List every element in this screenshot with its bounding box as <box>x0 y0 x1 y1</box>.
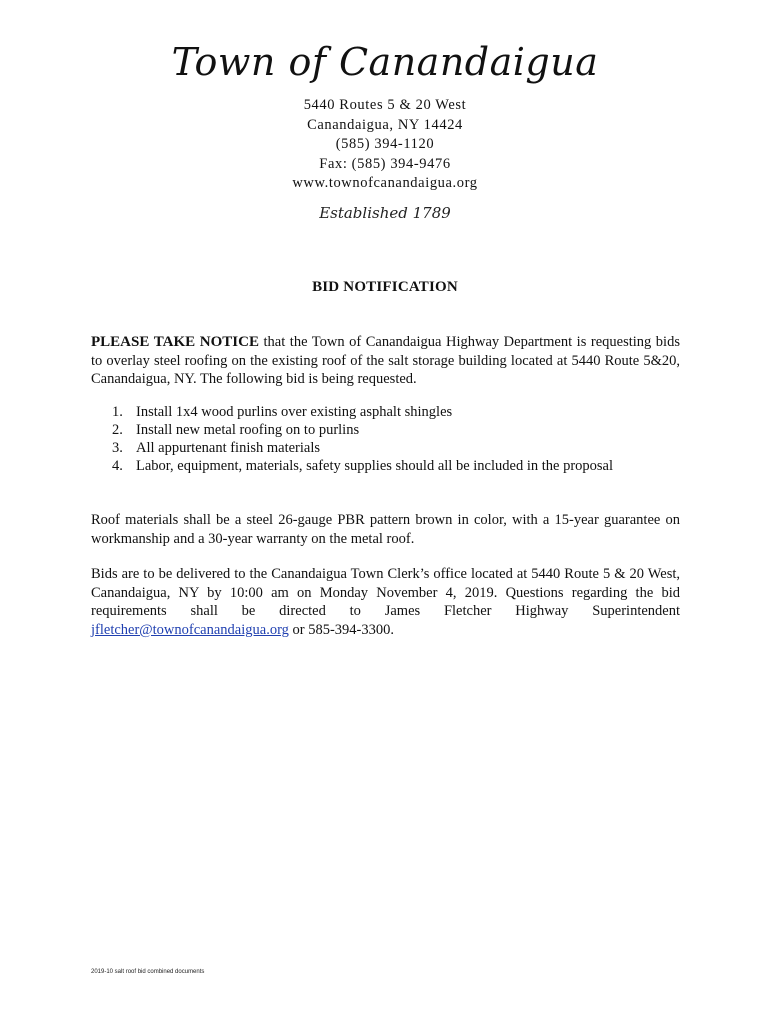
notice-text: that the Town of Canandaigua Highway Department is requesting bids to overlay steel roofing on the existing roof of the salt storage building located at 5440 Route 5&20, Canandaigua, NY. The following bid is being requested. <box>91 334 680 387</box>
list-item <box>112 439 692 457</box>
list-item-number: 4. <box>112 458 123 474</box>
list-item <box>112 421 692 439</box>
list-item-text: Labor, equipment, materials, safety supplies should all be included in the proposal <box>136 458 613 474</box>
address-line-phone: (585) 394-1120 <box>335 136 435 152</box>
address-line-city: Canandaigua, NY 14424 <box>307 116 463 133</box>
document-heading: BID NOTIFICATION <box>312 279 458 295</box>
list-item-text: Install new metal roofing on to purlins <box>136 422 360 438</box>
address-line-website: www.townofcanandaigua.org <box>292 175 478 191</box>
requested-items-list <box>112 403 692 475</box>
address-block <box>0 96 770 194</box>
list-item-number: 3. <box>112 440 123 456</box>
delivery-text: Bids are to be delivered to the Canandaigua Town Clerk’s office located at 5440 Route 5 & 20 West, Canandaigua, NY by 10:00 am on Monday November 4, 2019. Questions regarding the bid requirements shall be directed to James Fletcher Highway Superintendent <box>91 566 680 619</box>
letterhead-title: Town of Canandaigua <box>171 40 599 84</box>
contact-email-link[interactable]: jfletcher@townofcanandaigua.org <box>91 621 289 638</box>
delivery-paragraph <box>91 565 680 639</box>
list-item <box>112 403 692 421</box>
contact-suffix: or 585-394-3300. <box>288 621 395 638</box>
notice-lead: PLEASE TAKE NOTICE <box>91 334 259 350</box>
list-item <box>112 457 692 475</box>
notice-paragraph <box>91 333 680 389</box>
address-line-street: 5440 Routes 5 & 20 West <box>303 97 467 113</box>
list-item-number: 1. <box>112 404 123 420</box>
list-item-text: Install 1x4 wood purlins over existing asphalt shingles <box>136 404 453 420</box>
list-item-text: All appurtenant finish materials <box>136 440 321 456</box>
footer-note: 2019-10 salt roof bid combined documents <box>91 969 205 975</box>
established-line: Established 1789 <box>319 204 451 222</box>
address-line-fax: Fax: (585) 394-9476 <box>319 155 451 172</box>
materials-paragraph: Roof materials shall be a steel 26-gauge PBR pattern brown in color, with a 15-year guarantee on workmanship and a 30-year warranty on the metal roof. <box>91 512 680 547</box>
list-item-number: 2. <box>112 422 123 438</box>
